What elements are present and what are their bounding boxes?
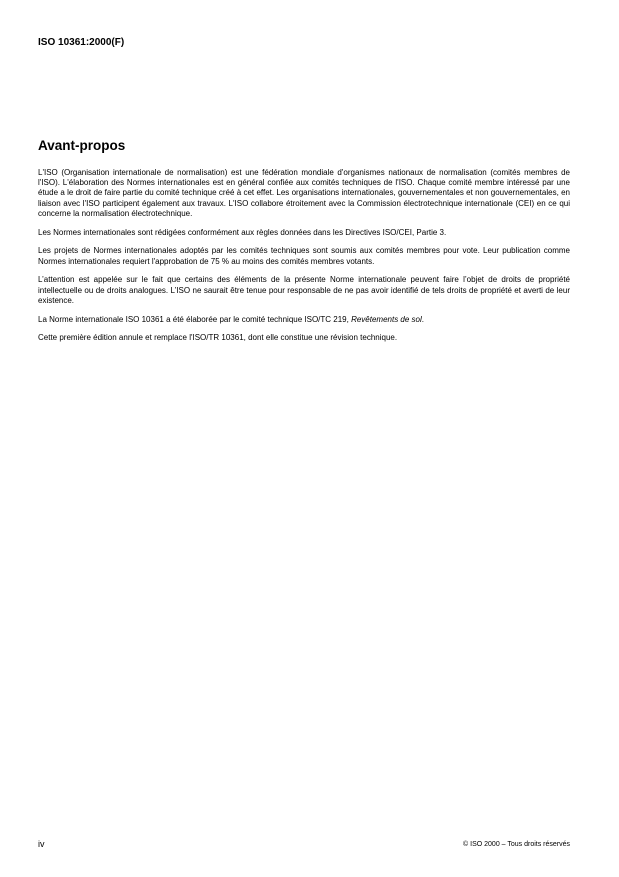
paragraph-edition: Cette première édition annule et remplace l'ISO/TR 10361, dont elle constitue une révision technique. [38, 333, 398, 343]
page-title: Avant-propos [38, 138, 126, 153]
committee-title: Revêtements de sol [351, 314, 422, 324]
paragraph-patent-rights: L’attention est appelée sur le fait que certains des éléments de la présente Norme internationale peuvent faire l’objet de droits de propriété intellectuelle ou de droits analogues. L’ISO ne saurait être tenue pour responsable de ne pas avoir identifié de tels droits de propriété et averti de leur existence. [38, 275, 570, 305]
foreword-body [38, 168, 570, 352]
committee-text: La Norme internationale ISO 10361 a été élaborée par le comité technique ISO/TC 219, [38, 314, 352, 324]
document-id: ISO 10361:2000(F) [38, 37, 125, 48]
committee-end: . [421, 314, 425, 324]
copyright-notice: © ISO 2000 – Tous droits réservés [463, 841, 570, 848]
paragraph-iso-organisation: L'ISO (Organisation internationale de normalisation) est une fédération mondiale d'organismes nationaux de normalisation (comités membres de l'ISO). L'élaboration des Normes internationales est en général confiée aux comités techniques de l'ISO. Chaque comité membre intéressé par une étude a le droit de faire partie du comité technique créé à cet effet. Les organisations internationales, gouvernementales et non gouvernementales, en liaison avec l'ISO participent également aux travaux. L'ISO collabore étroitement avec la Commission électrotechnique internationale (CEI) en ce qui concerne la normalisation électrotechnique. [38, 168, 570, 218]
paragraph-voting: Les projets de Normes internationales adoptés par les comités techniques sont soumis aux comités membres pour vote. Leur publication comme Normes internationales requiert l'approbation de 75 % au moins des comités membres votants. [38, 246, 570, 266]
paragraph-committee [38, 315, 570, 325]
page-number: iv [38, 839, 45, 849]
paragraph-drafting-rules: Les Normes internationales sont rédigées conformément aux règles données dans les Directives ISO/CEI, Partie 3. [38, 227, 447, 237]
